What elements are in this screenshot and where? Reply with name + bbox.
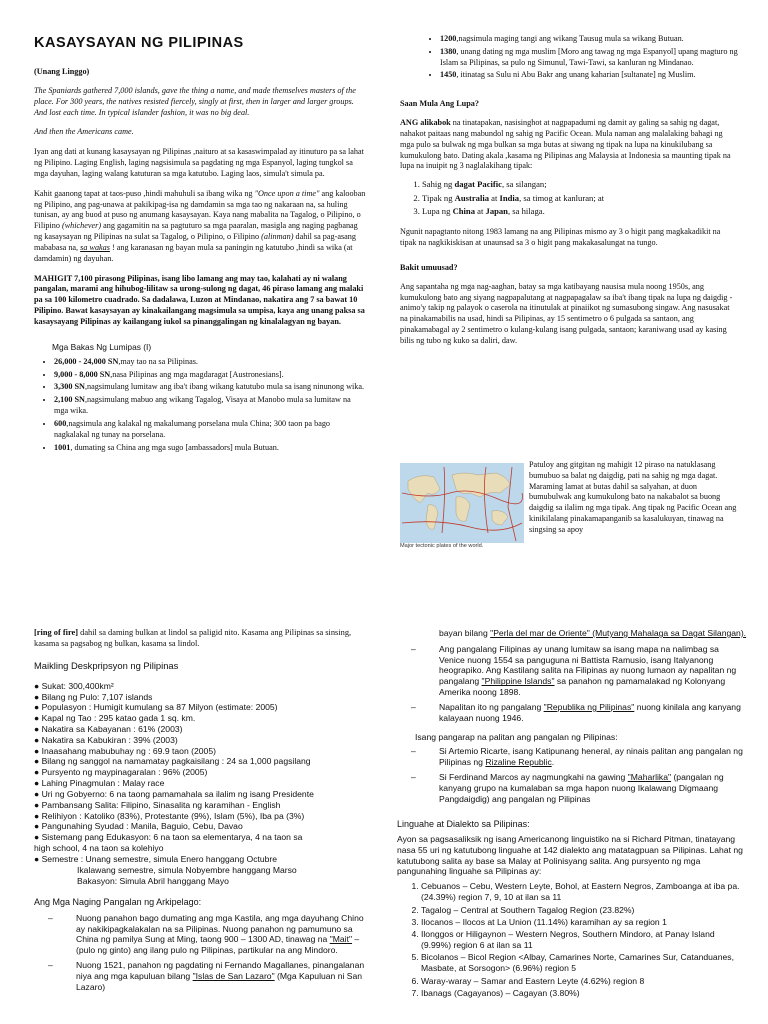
- list-item-text: , unang dating ng mga muslim [Moro ang tawag ng mga Espanyol] upang magturo ng Islam sa Pilipinas, sa pulo ng Simunul, Tawi-Tawi, sa kanluran ng Mindanao.: [440, 46, 738, 67]
- paragraph-3: MAHIGIT 7,100 pirasong Pilipinas, isang libo lamang ang may tao, kalahati ay ni walang pangalan, marami ang hihubog-lilitaw sa urong-sulong ng dagat, 46 piraso lamang ang malaki pa sa 100 kilometro cuadrado. Sa dadalawa, Luzon at Mindanao, nakatira ang 7 sa bawat 10 Pilipino. Bawat kasaysayan ay kinakailangang magsimula sa umpisa, kaya ang unang paksa sa kasaysayang Pilipinas ay kailangang iukol sa pinanggalingan ng kinalalagyan ng bayan.: [34, 273, 365, 326]
- dialect-item: 1. Cebuanos – Cebu, Western Leyte, Bohol, at Eastern Negros, Zamboanga at iba pa. (24.39%) region 7, 9, 10 at ilan sa 11: [421, 881, 747, 903]
- dialect-item: 6. Waray-waray – Samar and Eastern Leyte (4.62%) region 8: [421, 976, 747, 987]
- stat-line: ● Sukat: 300,400km²: [34, 680, 114, 691]
- list-item-date: 26,000 - 24,000 SN: [54, 356, 119, 366]
- top-right-column: [400, 34, 738, 347]
- stat-line: ● Semestre : Unang semestre, simula Enero hanggang Octubre: [34, 853, 278, 864]
- underlined-name: "Maharlika": [627, 772, 672, 783]
- list-item: [440, 70, 738, 81]
- bakit-paragraph: Ang sapantaha ng mga nag-aaghan, batay sa mga katibayang nausisa mula noong 1950s, ang kumukulong bato ang siyang nagpapalutang at nagpapagalaw sa iba't ibang tipak na lupa ng daigdig - animo'y takip ng palayok o caserola na itinutulak at pinaiikot ng sumasubong singaw. Ang nasusakat na pinakamabilis na usad, hindi sa Pilipinas, ay 15 sentimetro o 6 pulgada sa santaon, ang pinakamabagal ay 2 sentimetro o kulang-kulang isang pulgada, santaon; karaniwang usad ay kasing bilis ng tubo ng kuko sa daliri, daw.: [400, 281, 733, 345]
- list-item-date: 1450: [440, 70, 457, 80]
- list-item-text: , dumating sa China ang mga sugo [ambassadors] mula Butuan.: [70, 442, 279, 452]
- tipak-item: 2. Tipak ng Australia at India, sa timog at kanluran; at: [422, 192, 738, 205]
- stat-line: ● Inaasahang mabubuhay ng : 69.9 taon (2005): [34, 745, 216, 756]
- dash-item: – Si Artemio Ricarte, isang Katipunang heneral, ay ninais palitan ang pangalan ng Pilipinas ng Rizaline Republic.: [411, 746, 743, 768]
- dialect-item: 3. Ilocanos – Ilocos at La Union (11.14%) karamihan ay sa region 1: [421, 917, 747, 928]
- list-item-date: 1380: [440, 46, 457, 56]
- bakas-list: [34, 357, 366, 454]
- paragraph-1: Iyan ang dati at kunang kasaysayan ng Pilipinas ,naituro at sa kasaswimpalad ay itinuturo pa sa lahat ng Pilipino. Laging English, laging nagsisimula sa pagdating ng mga Espanyol, laging tungkol sa mga dayuhan, laging walang katuturan sa mga katutubo. Laging laos, simula't simula pa.: [34, 147, 364, 178]
- list-item: [54, 443, 366, 454]
- list-item: [440, 34, 738, 45]
- list-item-date: 3,300 SN: [54, 382, 85, 392]
- stat-line: high school, 4 na taon sa kolehiyo: [34, 843, 164, 854]
- underlined-name: "Mait": [329, 934, 353, 945]
- underlined-name: Rizaline Republic: [485, 757, 552, 768]
- dash-icon: –: [48, 960, 53, 971]
- stat-line: ● Pambansang Salita: Filipino, Sinasalita ng karamihan - English: [34, 799, 281, 810]
- dash-icon: –: [48, 912, 53, 923]
- pangarap-list: [397, 746, 747, 804]
- pangalan-list: [34, 913, 374, 993]
- dash-item: – Nuong 1521, panahon ng pagdating ni Fernando Magallanes, pinangalanan niya ang mga kapuluan bilang "Islas de San Lazaro" (Mga Kapuluan ni San Lazaro): [48, 960, 365, 992]
- dash-icon: –: [411, 772, 416, 783]
- tipak-list: [400, 178, 738, 218]
- bakit-heading: Bakit umuusad?: [400, 262, 458, 272]
- ngunit-paragraph: Ngunit napagtanto nitong 1983 lamang na ang Pilipinas mismo ay 3 o higit pang magkakadikit na tipak na nagkikiskisan at unaunsad sa 3 o higit pang makakasalungat na tungo.: [400, 227, 721, 248]
- tipak-item: 3. Lupa ng China at Japan, sa hilaga.: [422, 205, 738, 218]
- page-subtitle: (Unang Linggo): [34, 67, 90, 77]
- stat-line: ● Pangunahing Syudad : Manila, Baguio, Cebu, Davao: [34, 821, 243, 832]
- stat-line: ● Pursyento ng maypinagaralan : 96% (2005): [34, 767, 208, 778]
- stats-list: [34, 681, 374, 887]
- paragraph-2: Kahit gaanong tapat at taos-puso ,hindi mahuhuli sa ibang wika ng "Once upon a time" ang kalooban ng Pilipino, ang pag-unawa at pakikipag-isa ng damdamin sa mga tao ng nakaraan na, sa huling tunisan, ay ang buod at puso ng anumang kasaysayan. Kaya nang mabalita na Tagalog, o Pilipino, o Filipino (whichever) ang gagamitin na sa pagtuturo sa mga paaralan, masigla ang naging pagbanag ng kasaysayan ng Pilipinas na sulat sa Tagalog, o Pilipino, o Filipino (alinman) dahil sa pag-asang mababasa na, sa wakas ! ang karanasan ng bayan mula sa paningin ng katutubo ,hindi sa wika (at damdamin) ng dayuhan.: [34, 188, 366, 263]
- page-title: KASAYSAYAN NG PILIPINAS: [34, 35, 244, 51]
- stat-line: ● Sistemang pang Edukasyon: 6 na taon sa elementarya, 4 na taon sa: [34, 832, 303, 843]
- underlined-name: "Republika ng Pilipinas": [543, 701, 635, 712]
- intro-line: And then the Americans came.: [34, 127, 134, 137]
- dialect-item: 7. Ibanags (Cagayanos) – Cagayan (3.80%): [421, 988, 747, 999]
- list-item-text: ,nagsimula ang kalakal ng makalumang porselana mula China; 300 taon pa bago nagkalakal ng tunay na porselana.: [54, 418, 331, 439]
- list-item-date: 1200: [440, 34, 457, 43]
- dialect-item: 2. Tagalog – Central at Southern Tagalog Region (23.82%): [421, 905, 747, 916]
- bottom-right-column: [397, 628, 747, 1000]
- ring-of-fire-paragraph: [ring of fire] dahil sa daming bulkan at lindol sa paligid nito. Kasama ang Pilipinas sa sinsing, kasama sa pagsabog ng bulkan, kasama sa lindol.: [34, 628, 352, 648]
- underlined-name: "Philippine Islands": [481, 676, 555, 687]
- list-item: [54, 395, 366, 417]
- dialect-item: 4. Ilonggos or Hiligaynon – Western Negros, Southern Mindoro, at Panay Island (9.99%) region 6 at ilan sa 11: [421, 929, 747, 951]
- list-item-text: ,nagsimulang mabuo ang wikang Tagalog, Visaya at Manobo mula sa lumitaw na mga wika.: [54, 395, 351, 416]
- stat-line: ● Lahing Pinagmulan : Malay race: [34, 778, 165, 789]
- list-item-text: ,nagsimula maging tangi ang wikang Tausug mula sa wikang Butuan.: [456, 34, 684, 43]
- pangalan-heading: Ang Mga Naging Pangalan ng Arkipelago:: [34, 897, 202, 908]
- events-list: [400, 34, 738, 81]
- stat-line: ● Bilang ng Pulo: 7,107 islands: [34, 691, 153, 702]
- stat-line: ● Nakatira sa Kabukiran : 39% (2003): [34, 734, 178, 745]
- continuation-text: bayan bilang "Perla del mar de Oriente" (Mutyang Mahalaga sa Dagat Silangan).: [439, 628, 747, 638]
- dialect-item: 5. Bicolanos – Bicol Region <Albay, Camarines Norte, Camarines Sur, Catanduanes, Masbate, at Sorsogon> (6.96%) region 5: [421, 952, 747, 974]
- list-item-text: ,may tao na sa Pilipinas.: [118, 356, 198, 366]
- top-left-column: [34, 34, 366, 455]
- list-item-text: ,nagsimulang lumitaw ang iba't ibang wikang katutubo mula sa isang ninunong wika.: [84, 382, 365, 392]
- dash-icon: –: [411, 746, 416, 757]
- tipak-item: 1. Sahig ng dagat Pacific, sa silangan;: [422, 178, 738, 191]
- list-item: [54, 419, 366, 441]
- list-item-date: 2,100 SN: [54, 395, 85, 405]
- saan-paragraph: ANG alikabok na tinatapakan, nasisinghot at nagpapadumi ng damit ay galing sa sahig ng dagat, nahakot paitaas nang mabundol ng sahig ng Pacific Ocean. Mula naman ang malalaking bahagi ng mga pulo sa bulwak ng mga bulkan sa mga butas at siwang ng tipak na lupa na kinukilubang sa kumukulong bato. Dating akala ,kasama ng Pilipinas ang Malaysia at Indonesia sa maunting tipak na lupa na inuipit ng 3 naglalakihang tipak:: [400, 118, 731, 171]
- stat-line: Ikalawang semestre, simula Nobyembre hanggang Marso: [34, 864, 297, 875]
- stat-line: ● Kapal ng Tao : 295 katao gada 1 sq. km.: [34, 713, 196, 724]
- dash-item: – Ang pangalang Filipinas ay unang lumitaw sa isang mapa na nalimbag sa Venice nuong 1554 sa panguguna ni Battista Ramusio, isang Italyanong heograpiko. Ang Kastilang salita na Filipinas ay nuong lumaon ay napalitan ng pangalang "Philippine Islands" sa panahon ng pamamalakad ng Kolonyang Amerika noong 1898.: [411, 643, 737, 698]
- bakas-heading: Mga Bakas Ng Lumipas (I): [52, 341, 152, 352]
- linguahe-heading: Linguahe at Dialekto sa Pilipinas:: [397, 818, 530, 829]
- list-item-date: 600: [54, 418, 67, 428]
- list-item: [54, 357, 366, 368]
- list-item-text: , itinatag sa Sulu ni Abu Bakr ang unang kaharian [sultanate] ng Muslim.: [456, 70, 696, 80]
- bottom-left-column: [34, 628, 374, 997]
- list-item: [54, 370, 366, 381]
- list-item: [440, 47, 738, 69]
- list-item: [54, 382, 366, 393]
- stat-line: ● Nakatira sa Kabayanan : 61% (2003): [34, 724, 183, 734]
- dialects-list: [397, 881, 747, 999]
- dash-item: – Nuong panahon bago dumating ang mga Kastila, ang mga dayuhang Chino ay nakikipagkalakalan na sa Pilipinas. Nuong panahon ng pamumuno sa China ng pamilya Sung at Ming, taong 900 – 1300 AD, tinawag na "Mait" – (pulo ng ginto) ang ilang pulo ng Pilipinas, partikular na ang Mindoro.: [48, 912, 364, 956]
- map-side-paragraph: Patuloy ang gitgitan ng mahigit 12 piraso na natuklasang bumubuo sa balat ng daigdig, pati na sahig ng mga dagat. Maraming lamat at butas dahil sa salyahan, at duon bumubulwak ang kumukulong bato na nakabalot sa buong daigdig sa ilalim ng mga tipak. Ang tipak ng Pacific Ocean ang kinikilalang pinakamapanganib sa kasalukuyan, tinawag na singsing sa apoy: [529, 460, 737, 534]
- list-item-date: 1001: [54, 442, 71, 452]
- underlined-name: "Islas de San Lazaro": [192, 970, 275, 981]
- stat-line: ● Bilang ng sanggol na namamatay pagkaisilang : 24 sa 1,000 pagsilang: [34, 756, 311, 767]
- list-item-date: 9,000 - 8,000 SN: [54, 369, 111, 379]
- dash-item: – Napalitan ito ng pangalang "Republika ng Pilipinas" nuong kinilala ang kanyang kalayaan nuong 1946.: [411, 701, 741, 723]
- list-item-text: ,nasa Pilipinas ang mga magdaragat [Austronesians].: [110, 369, 284, 379]
- maikling-heading: Maikling Deskpripsyon ng Pilipinas: [34, 659, 179, 671]
- stat-line: ● Uri ng Gobyerno: 6 na taong pamamahala sa ilalim ng isang Presidente: [34, 788, 314, 799]
- stat-line: ● Relihiyon : Katoliko (83%), Protestante (9%), Islam (5%), Iba pa (3%): [34, 810, 305, 821]
- linguahe-paragraph: Ayon sa pagsasaliksik ng isang Americanong linguistiko na si Richard Pitman, tinatayang nasa 55 uri ng katutubong linguahe at 142 dialekto ang matatagpuan sa Pilipinas. Lahat ng katutubong salita ay base sa Malay at Polinisyang salita. Ang pursyento ng mga pangunahing linguahe sa Pilipinas ay:: [397, 833, 743, 877]
- dash-item: – Si Ferdinand Marcos ay nagmungkahi na gawing "Maharlika" (pangalan ng kanyang grupo na kumalaban sa mga hapon nuong Ikalawang Digmaang Pangdaigdig) ang pangalan ng Pilipinas: [411, 772, 724, 804]
- map-caption: Major tectonic plates of the world.: [400, 543, 484, 549]
- world-map-icon: [400, 463, 524, 552]
- intro-paragraph: The Spaniards gathered 7,000 islands, gave the thing a name, and made themselves masters of the place. For 300 years, the natives resisted fiercely, singly at first, then in larger and larger groups. And lost each time. In typical islander fashion, it was no big deal.: [34, 85, 356, 117]
- saan-heading: Saan Mula Ang Lupa?: [400, 99, 479, 109]
- name-history-list: [397, 644, 747, 724]
- tectonic-plates-map-image: [400, 463, 524, 552]
- pangarap-heading: Isang pangarap na palitan ang pangalan ng Pilipinas:: [415, 731, 618, 742]
- bottom-page: [0, 622, 768, 1024]
- stat-line: Bakasyon: Simula Abril hanggang Mayo: [34, 875, 229, 886]
- stat-line: ● Populasyon : Humigit kumulang sa 87 Milyon (estimate: 2005): [34, 702, 278, 713]
- dash-icon: –: [411, 701, 416, 712]
- dash-icon: –: [411, 643, 416, 654]
